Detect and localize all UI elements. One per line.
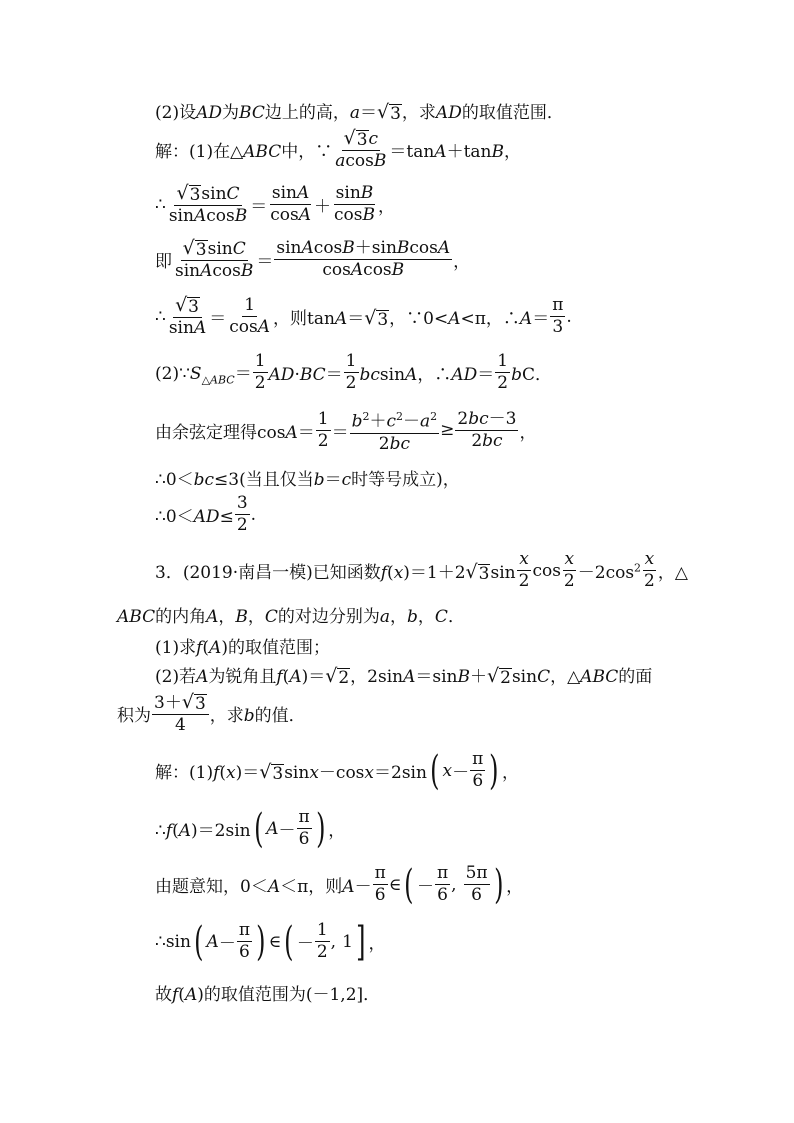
line-tanA: ∴ √ 3 sinA ＝ $\frac{1}{\cos A}$ ，则tanA＝ √ 3 ，∵0<A<π，∴A＝ $\frac{\pi}{3}$ .: [155, 294, 572, 338]
fraction: √ 3 c acosB: [335, 127, 387, 171]
line-bc-bound: ∴0＜bc≤3(当且仅当b＝c时等号成立)，: [155, 470, 460, 490]
line-AD-bound: ∴0＜AD≤ $\frac{3}{2}$ .: [155, 493, 257, 535]
line-sin-range: ∴sin ( A － $\frac{\pi}{6}$ ) ∈ ( － $\frac{1}{2}$ , 1 ] ，: [155, 918, 386, 965]
line-fA: ∴f(A)＝2sin ( A － $\frac{\pi}{6}$ ) ，: [155, 805, 346, 852]
line-area-value: 积为 3＋ √ 3 4 ，求b的值．: [117, 691, 306, 735]
line-cosine-rule: 由余弦定理得cosA＝ $\frac{1}{2}$ ＝ $\frac{b^2+c^2-a^2}{2bc}$ ≥ $\frac{2bc-3}{2bc}$ ，: [155, 408, 537, 454]
line-solution-start: 解：(1)在△ABC中，∵ √ 3 c acosB ＝tanA＋tanB，: [155, 127, 521, 171]
line-sine-rule: ∴ √ 3 sinC sinAcosB ＝ $\frac{\sin A}{\cos A}$ ＋ $\frac{\sin B}{\cos B}$ ，: [155, 182, 395, 226]
line-q1: (1)求f(A)的取值范围；: [155, 638, 330, 658]
line-problem3: 3．(2019·南昌一模)已知函数f(x)＝1＋2 √ 3 sin $\frac{x}{2}$ cos $\frac{x}{2}$ $-2\cos^2$ $\frac{x}{2}$ ，△: [155, 549, 688, 591]
line-part2-question: (2)设AD为BC边上的高，a＝ √ 3 ，求AD的取值范围．: [155, 101, 564, 124]
line-triangle-sides: ABC的内角A，B，C的对边分别为a，b，C．: [117, 607, 465, 627]
line-solution3: 解：(1)f(x)＝ √ 3 sinx－cosx＝2sin ( x － $\frac{\pi}{6}$ ) ，: [155, 747, 519, 794]
line-combined: 即 √ 3 sinC sinAcosB ＝ $\frac{\text{sinAcosB＋sinBcosA}}{\text{cosAcosB}}$ ，: [155, 237, 471, 281]
line-range-A: 由题意知，0＜A＜π，则A－ $\frac{\pi}{6}$ ∈ ( － $\frac{\pi}{6}$ , $\frac{5\pi}{6}$ ) ，: [155, 861, 524, 908]
line-final-range: 故f(A)的取值范围为(－1,2]．: [155, 985, 381, 1005]
line-area: $(2)\because S_{\triangle ABC}=$ $\frac{1}{2}$ AD·BC＝ $\frac{1}{2}$ bcsinA，∴AD＝ $\frac{1}{2}$ bC．: [155, 351, 552, 393]
line-q2: (2)若A为锐角且f(A)＝ √ 2 ，2sinA＝sinB＋ √ 2 sinC，△ABC的面: [155, 665, 653, 688]
